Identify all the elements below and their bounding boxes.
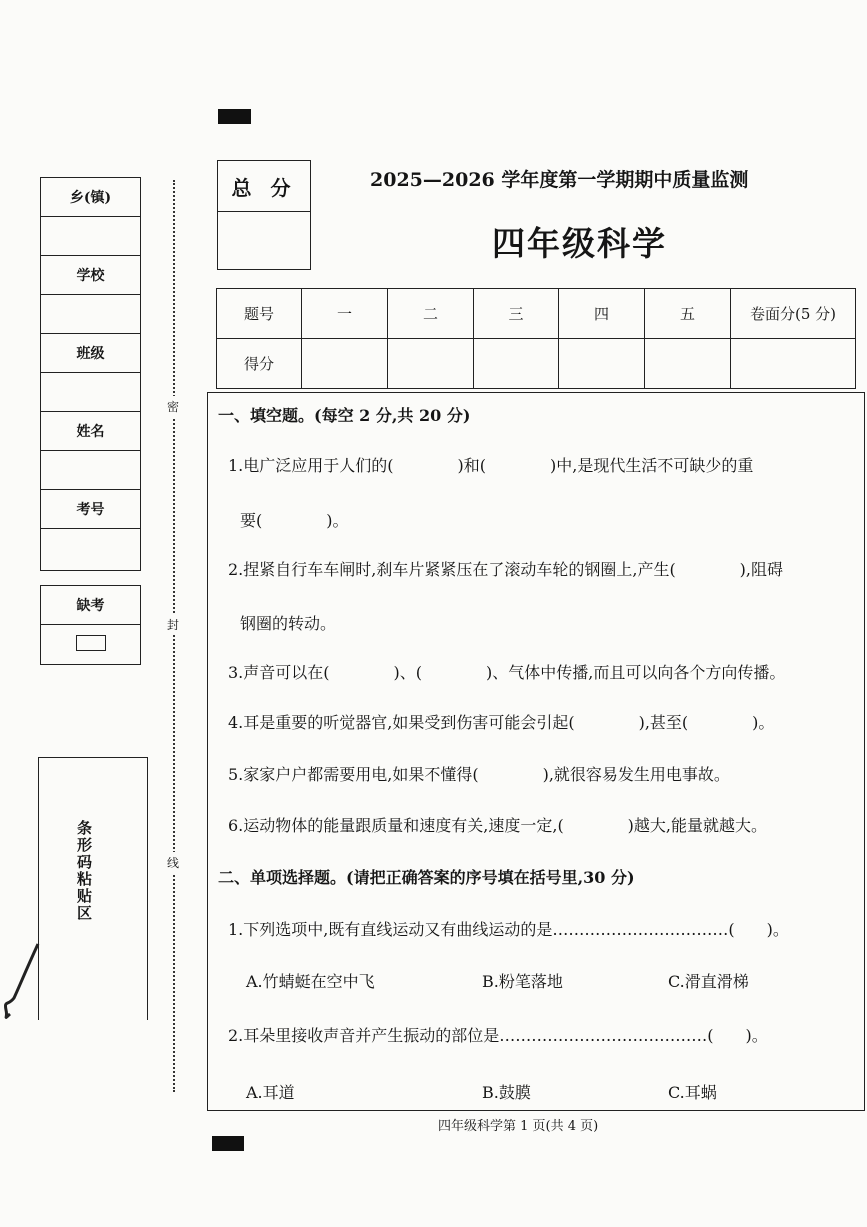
score-table [216,288,856,389]
barcode-label: 条形码粘贴区 [75,820,93,922]
section1-heading: 一、填空题。(每空 2 分,共 20 分) [218,406,471,425]
score-table-col-3: 三 [474,289,559,339]
s1-q6: 6.运动物体的能量跟质量和速度有关,速度一定,( )越大,能量就越大。 [228,816,768,835]
total-score-label: 总 分 [218,161,310,212]
field-label-township: 乡(镇) [41,178,140,217]
score-table-col-presentation: 卷面分(5 分) [731,289,856,339]
seal-char-mi: 密 [167,396,179,417]
total-score-box [217,160,311,270]
s1-q1-line2: 要( )。 [240,511,349,530]
s2-q2: 2.耳朵里接收声音并产生振动的部位是…………………………………( )。 [228,1026,768,1045]
registration-mark-top [218,109,251,124]
s2-q1-option-c: C.滑直滑梯 [668,972,749,991]
field-input-school[interactable] [41,295,140,334]
score-cell-4[interactable] [559,339,645,389]
score-table-col-4: 四 [559,289,645,339]
field-input-exam-number[interactable] [41,529,140,568]
seal-fold-line [173,180,175,1092]
question-area [207,392,865,1111]
s2-q1-option-b: B.粉笔落地 [482,972,563,991]
score-table-col-1: 一 [302,289,388,339]
absent-checkbox[interactable] [76,635,106,651]
field-label-class: 班级 [41,334,140,373]
score-cell-2[interactable] [388,339,474,389]
exam-subtitle: 2025—2026 学年度第一学期期中质量监测 [370,169,749,191]
s2-q2-option-a: A.耳道 [246,1083,295,1102]
s2-q2-option-b: B.鼓膜 [482,1083,531,1102]
field-input-township[interactable] [41,217,140,256]
absent-label: 缺考 [41,586,140,625]
score-table-score-row [217,339,856,389]
exam-title: 四年级科学 [492,224,667,263]
score-table-col-5: 五 [645,289,731,339]
s1-q1-line1: 1.电广泛应用于人们的( )和( )中,是现代生活不可缺少的重 [228,456,754,475]
s2-q1: 1.下列选项中,既有直线运动又有曲线运动的是……………………………( )。 [228,920,789,939]
s1-q2-line1: 2.捏紧自行车车闸时,刹车片紧紧压在了滚动车轮的钢圈上,产生( ),阻碍 [228,560,784,579]
barcode-area-curl [0,940,60,1030]
total-score-value[interactable] [218,212,310,268]
score-table-label-score: 得分 [217,339,302,389]
field-label-name: 姓名 [41,412,140,451]
registration-mark-bottom [212,1136,244,1151]
score-table-label-number: 题号 [217,289,302,339]
score-cell-5[interactable] [645,339,731,389]
s1-q4: 4.耳是重要的听觉器官,如果受到伤害可能会引起( ),甚至( )。 [228,713,775,732]
s1-q3: 3.声音可以在( )、( )、气体中传播,而且可以向各个方向传播。 [228,663,786,682]
s1-q2-line2: 钢圈的转动。 [240,614,337,633]
seal-char-xian: 线 [167,852,179,873]
score-table-col-2: 二 [388,289,474,339]
s2-q1-option-a: A.竹蜻蜓在空中飞 [246,972,375,991]
field-input-name[interactable] [41,451,140,490]
section2-heading: 二、单项选择题。(请把正确答案的序号填在括号里,30 分) [218,868,635,887]
score-cell-1[interactable] [302,339,388,389]
field-input-class[interactable] [41,373,140,412]
score-cell-presentation[interactable] [731,339,856,389]
seal-char-feng: 封 [167,614,179,635]
absent-box [40,585,141,665]
field-label-exam-number: 考号 [41,490,140,529]
field-label-school: 学校 [41,256,140,295]
s2-q2-option-c: C.耳蜗 [668,1083,717,1102]
score-table-header-row [217,289,856,339]
score-cell-3[interactable] [474,339,559,389]
page-footer: 四年级科学第 1 页(共 4 页) [438,1119,599,1134]
s1-q5: 5.家家户户都需要用电,如果不懂得( ),就很容易发生用电事故。 [228,765,730,784]
student-info-box [40,177,141,571]
